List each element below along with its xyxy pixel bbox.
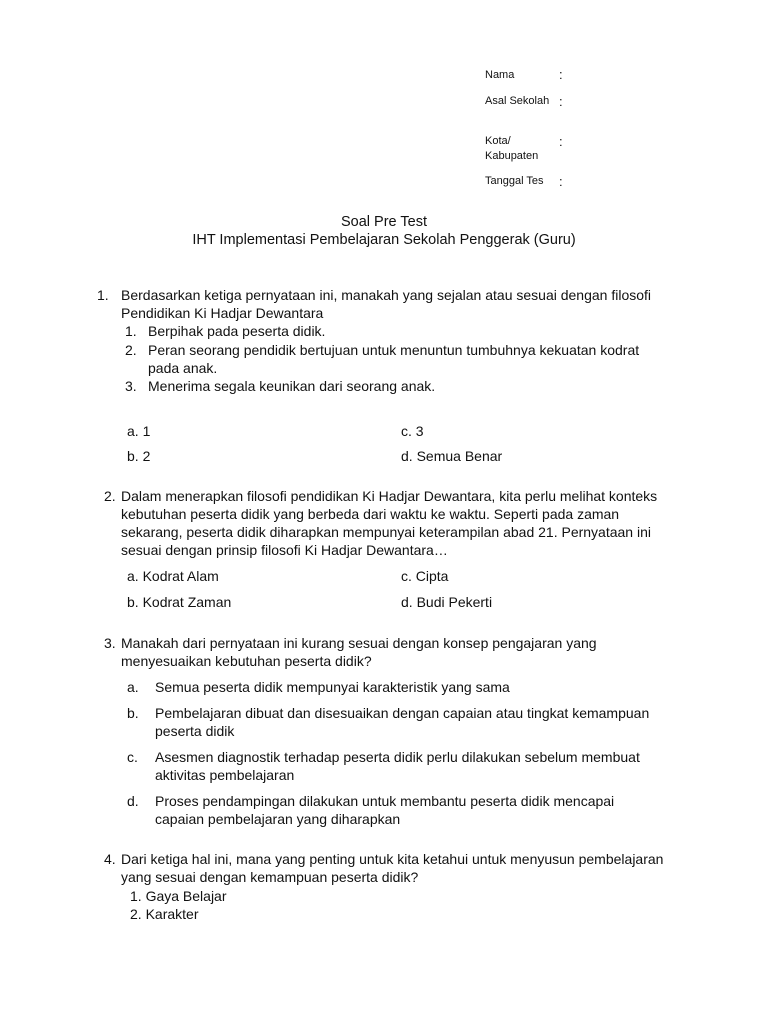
page-title: Soal Pre Test: [341, 214, 427, 230]
statement-text: Menerima segala keunikan dari seorang anak.: [148, 378, 436, 394]
question-number: 4.: [104, 851, 116, 867]
field-colon: :: [559, 174, 563, 189]
option-letter: b.: [127, 705, 139, 721]
question-text: sesuai dengan prinsip filosofi Ki Hadjar Dewantara…: [121, 542, 448, 558]
option-letter: c.: [127, 749, 138, 765]
question-text: Dalam menerapkan filosofi pendidikan Ki Hadjar Dewantara, kita perlu melihat konteks: [121, 488, 658, 504]
statement-number: 2.: [125, 342, 137, 358]
answer-option: b. 2: [127, 448, 151, 464]
question-text: Manakah dari pernyataan ini kurang sesuai dengan konsep pengajaran yang: [121, 635, 597, 651]
answer-option: c. Cipta: [401, 568, 449, 584]
field-label-tanggal-tes: Tanggal Tes: [485, 175, 544, 187]
field-colon: :: [559, 94, 563, 109]
field-label-kota-kabupaten: Kota/ Kabupaten: [485, 135, 539, 162]
option-text: peserta didik: [155, 723, 235, 739]
answer-option: d. Budi Pekerti: [401, 594, 493, 610]
option-text: Semua peserta didik mempunyai karakteristik yang sama: [155, 679, 510, 695]
answer-option: a. Kodrat Alam: [127, 568, 219, 584]
list-item: 1. Gaya Belajar: [130, 888, 227, 904]
question-text: menyesuaikan kebutuhan peserta didik?: [121, 653, 372, 669]
question-text: Pendidikan Ki Hadjar Dewantara: [121, 305, 324, 321]
statement-text: Peran seorang pendidik bertujuan untuk menuntun tumbuhnya kekuatan kodrat: [148, 342, 640, 358]
field-label-nama: Nama: [485, 69, 515, 81]
question-text: Dari ketiga hal ini, mana yang penting untuk kita ketahui untuk menyusun pembelajaran: [121, 851, 664, 867]
option-text: Pembelajaran dibuat dan disesuaikan dengan capaian atau tingkat kemampuan: [155, 705, 650, 721]
question-number: 3.: [104, 635, 116, 651]
option-text: Asesmen diagnostik terhadap peserta didik perlu dilakukan sebelum membuat: [155, 749, 640, 765]
answer-option: c. 3: [401, 423, 424, 439]
option-letter: d.: [127, 793, 139, 809]
field-label-asal-sekolah: Asal Sekolah: [485, 95, 550, 107]
field-colon: :: [559, 134, 563, 149]
option-letter: a.: [127, 679, 139, 695]
statement-text: Berpihak pada peserta didik.: [148, 323, 326, 339]
statement-text: pada anak.: [148, 360, 218, 376]
statement-number: 3.: [125, 378, 137, 394]
list-item: 2. Karakter: [130, 906, 199, 922]
question-text: Berdasarkan ketiga pernyataan ini, manakah yang sejalan atau sesuai dengan filosofi: [121, 287, 652, 303]
question-text: kebutuhan peserta didik yang berbeda dari waktu ke waktu. Seperti pada zaman: [121, 506, 620, 522]
option-text: aktivitas pembelajaran: [155, 767, 295, 783]
question-number: 1.: [97, 287, 109, 303]
option-text: Proses pendampingan dilakukan untuk membantu peserta didik mencapai: [155, 793, 615, 809]
answer-option: d. Semua Benar: [401, 448, 503, 464]
page-subtitle: IHT Implementasi Pembelajaran Sekolah Penggerak (Guru): [192, 232, 576, 248]
answer-option: a. 1: [127, 423, 151, 439]
statement-number: 1.: [125, 323, 137, 339]
field-colon: :: [559, 67, 563, 82]
option-text: capaian pembelajaran yang diharapkan: [155, 811, 401, 827]
question-text: sekarang, peserta didik diharapkan mempunyai keterampilan abad 21. Pernyataan ini: [121, 524, 651, 540]
question-text: yang sesuai dengan kemampuan peserta didik?: [121, 869, 419, 885]
question-number: 2.: [104, 488, 116, 504]
answer-option: b. Kodrat Zaman: [127, 594, 232, 610]
